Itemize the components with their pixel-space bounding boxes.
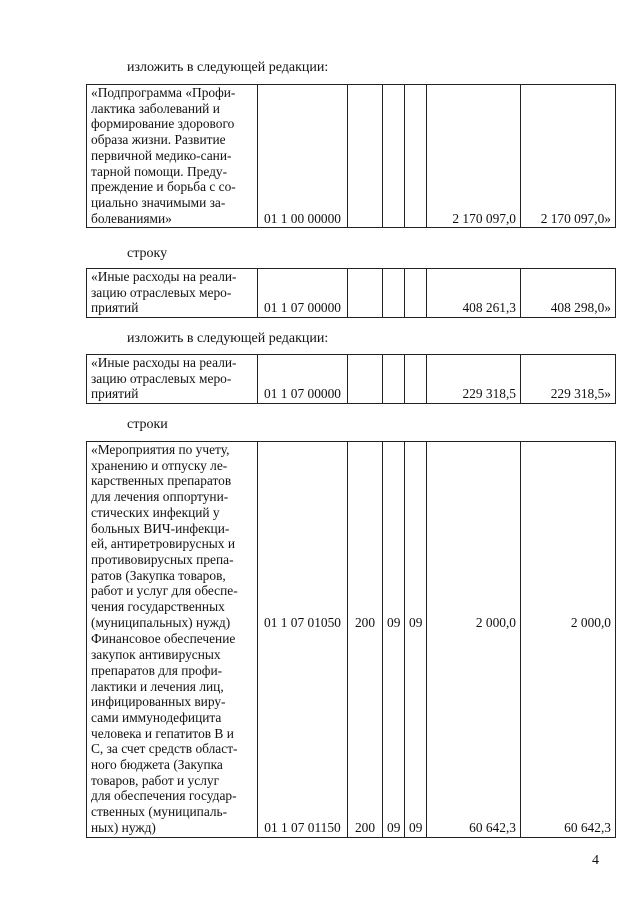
row-rz [383,355,405,404]
row-vr [348,355,383,404]
table-row [87,631,616,837]
page-number: 4 [592,853,599,868]
section-4-table [86,441,616,838]
row-rz [383,269,405,318]
row-pr [405,269,427,318]
row-name: «Иные расходы на реали- зацию отраслевых меро- приятий [87,269,258,318]
row-rz: 09 [383,631,405,837]
table-row [87,85,616,228]
row-pr: 09 [405,631,427,837]
row-sum-2: 408 298,0» [521,269,616,318]
row-vr: 200 [348,442,383,632]
section-1-intro: изложить в следующей редакции: [127,60,329,75]
row-rz: 09 [383,442,405,632]
row-pr [405,85,427,228]
row-code: 01 1 07 01150 [258,631,348,837]
row-name: Финансовое обеспечение закупок антивирусных препаратов для профи- лактики и лечения лиц, инфицированных виру- сами иммунодефицита человека и гепатитов В и С, за счет средств област- ного бюджета (Закупка товаров, работ и услуг для обеспечения государ- ственных (муниципаль- ных) нужд) [87,631,258,837]
section-3-table [86,354,616,404]
row-sum-2: 2 000,0 [521,442,616,632]
row-vr [348,269,383,318]
row-sum-1: 2 000,0 [427,442,521,632]
row-name: «Подпрограмма «Профи- лактика заболеваний и формирование здорового образа жизни. Развитие первичной медико-сани- тарной помощи. Преду- преждение и борьба с со- циально значимыми за- болеваниями» [87,85,258,228]
row-code: 01 1 07 00000 [258,355,348,404]
section-3-intro: изложить в следующей редакции: [127,331,329,346]
row-vr: 200 [348,631,383,837]
row-vr [348,85,383,228]
row-pr [405,355,427,404]
section-2-intro: строку [127,246,168,261]
row-sum-2: 60 642,3 [521,631,616,837]
row-name: «Иные расходы на реали- зацию отраслевых меро- приятий [87,355,258,404]
row-name: «Мероприятия по учету, хранению и отпуску ле- карственных препаратов для лечения оппортуни- стических инфекций у больных ВИЧ-инфекци- ей, антиретровирусных и противовирусных препа- ратов (Закупка товаров, работ и услуг для обеспе- чения государственных (муниципальных) нужд) [87,442,258,632]
row-code: 01 1 00 00000 [258,85,348,228]
section-2-table [86,268,616,318]
row-code: 01 1 07 01050 [258,442,348,632]
row-code: 01 1 07 00000 [258,269,348,318]
row-rz [383,85,405,228]
section-1-table [86,84,616,228]
section-4-intro: строки [127,417,168,432]
table-row [87,442,616,632]
table-row [87,269,616,318]
row-sum-1: 229 318,5 [427,355,521,404]
row-sum-1: 60 642,3 [427,631,521,837]
row-pr: 09 [405,442,427,632]
row-sum-2: 229 318,5» [521,355,616,404]
row-sum-1: 408 261,3 [427,269,521,318]
row-sum-2: 2 170 097,0» [521,85,616,228]
table-row [87,355,616,404]
row-sum-1: 2 170 097,0 [427,85,521,228]
